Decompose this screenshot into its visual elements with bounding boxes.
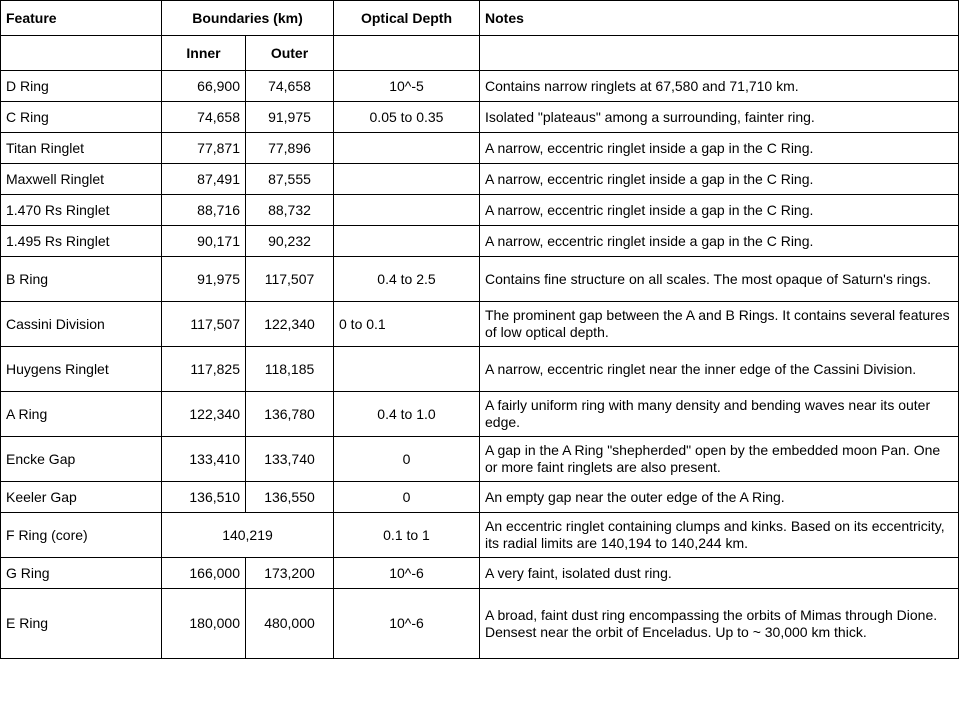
cell-inner: 87,491 bbox=[162, 164, 246, 195]
cell-notes: A narrow, eccentric ringlet inside a gap in the C Ring. bbox=[480, 226, 959, 257]
cell-optical-depth: 0.1 to 1 bbox=[334, 513, 480, 558]
table-row bbox=[1, 589, 959, 659]
cell-optical-depth: 10^-6 bbox=[334, 589, 480, 659]
cell-notes: An empty gap near the outer edge of the A Ring. bbox=[480, 482, 959, 513]
subheader-empty bbox=[1, 36, 162, 71]
cell-outer: 91,975 bbox=[246, 102, 334, 133]
cell-inner: 133,410 bbox=[162, 437, 246, 482]
cell-optical-depth: 0 to 0.1 bbox=[334, 302, 480, 347]
cell-feature: Encke Gap bbox=[1, 437, 162, 482]
cell-boundary: 140,219 bbox=[162, 513, 334, 558]
cell-optical-depth bbox=[334, 347, 480, 392]
cell-inner: 90,171 bbox=[162, 226, 246, 257]
header-row bbox=[1, 1, 959, 36]
cell-inner: 136,510 bbox=[162, 482, 246, 513]
cell-notes: The prominent gap between the A and B Rings. It contains several features of low optical depth. bbox=[480, 302, 959, 347]
cell-notes: A gap in the A Ring "shepherded" open by the embedded moon Pan. One or more faint ringlets are also present. bbox=[480, 437, 959, 482]
table-row bbox=[1, 102, 959, 133]
cell-feature: Keeler Gap bbox=[1, 482, 162, 513]
cell-inner: 77,871 bbox=[162, 133, 246, 164]
cell-inner: 66,900 bbox=[162, 71, 246, 102]
cell-notes: A narrow, eccentric ringlet inside a gap in the C Ring. bbox=[480, 195, 959, 226]
cell-optical-depth: 10^-6 bbox=[334, 558, 480, 589]
cell-inner: 117,825 bbox=[162, 347, 246, 392]
cell-outer: 74,658 bbox=[246, 71, 334, 102]
table-row bbox=[1, 347, 959, 392]
cell-feature: A Ring bbox=[1, 392, 162, 437]
cell-optical-depth bbox=[334, 164, 480, 195]
cell-optical-depth: 0.4 to 1.0 bbox=[334, 392, 480, 437]
table-row bbox=[1, 226, 959, 257]
subheader-empty bbox=[334, 36, 480, 71]
cell-feature: D Ring bbox=[1, 71, 162, 102]
cell-optical-depth bbox=[334, 133, 480, 164]
cell-notes: Contains fine structure on all scales. The most opaque of Saturn's rings. bbox=[480, 257, 959, 302]
cell-feature: E Ring bbox=[1, 589, 162, 659]
cell-notes: A broad, faint dust ring encompassing the orbits of Mimas through Dione. Densest near the orbit of Enceladus. Up to ~ 30,000 km thick. bbox=[480, 589, 959, 659]
cell-optical-depth: 0 bbox=[334, 482, 480, 513]
table-row bbox=[1, 195, 959, 226]
cell-outer: 117,507 bbox=[246, 257, 334, 302]
subheader-row bbox=[1, 36, 959, 71]
cell-outer: 480,000 bbox=[246, 589, 334, 659]
cell-optical-depth bbox=[334, 195, 480, 226]
cell-feature: 1.470 Rs Ringlet bbox=[1, 195, 162, 226]
header-feature: Feature bbox=[1, 1, 162, 36]
cell-feature: Maxwell Ringlet bbox=[1, 164, 162, 195]
cell-inner: 91,975 bbox=[162, 257, 246, 302]
table-row bbox=[1, 164, 959, 195]
cell-outer: 173,200 bbox=[246, 558, 334, 589]
cell-outer: 136,550 bbox=[246, 482, 334, 513]
cell-inner: 117,507 bbox=[162, 302, 246, 347]
cell-notes: A very faint, isolated dust ring. bbox=[480, 558, 959, 589]
header-outer: Outer bbox=[246, 36, 334, 71]
table-row bbox=[1, 71, 959, 102]
table-row bbox=[1, 437, 959, 482]
cell-optical-depth: 0.05 to 0.35 bbox=[334, 102, 480, 133]
cell-inner: 88,716 bbox=[162, 195, 246, 226]
cell-inner: 180,000 bbox=[162, 589, 246, 659]
cell-feature: F Ring (core) bbox=[1, 513, 162, 558]
table-row bbox=[1, 392, 959, 437]
cell-feature: C Ring bbox=[1, 102, 162, 133]
header-notes: Notes bbox=[480, 1, 959, 36]
cell-feature: B Ring bbox=[1, 257, 162, 302]
cell-inner: 74,658 bbox=[162, 102, 246, 133]
cell-optical-depth bbox=[334, 226, 480, 257]
cell-outer: 118,185 bbox=[246, 347, 334, 392]
table-row bbox=[1, 133, 959, 164]
cell-outer: 77,896 bbox=[246, 133, 334, 164]
header-optical-depth: Optical Depth bbox=[334, 1, 480, 36]
cell-outer: 88,732 bbox=[246, 195, 334, 226]
cell-notes: Contains narrow ringlets at 67,580 and 71,710 km. bbox=[480, 71, 959, 102]
cell-outer: 136,780 bbox=[246, 392, 334, 437]
cell-inner: 122,340 bbox=[162, 392, 246, 437]
table-row bbox=[1, 257, 959, 302]
cell-optical-depth: 10^-5 bbox=[334, 71, 480, 102]
header-boundaries: Boundaries (km) bbox=[162, 1, 334, 36]
cell-notes: A narrow, eccentric ringlet inside a gap in the C Ring. bbox=[480, 133, 959, 164]
table-row bbox=[1, 302, 959, 347]
cell-outer: 122,340 bbox=[246, 302, 334, 347]
cell-inner: 166,000 bbox=[162, 558, 246, 589]
cell-notes: An eccentric ringlet containing clumps and kinks. Based on its eccentricity, its radial limits are 140,194 to 140,244 km. bbox=[480, 513, 959, 558]
cell-feature: Titan Ringlet bbox=[1, 133, 162, 164]
cell-outer: 90,232 bbox=[246, 226, 334, 257]
cell-notes: A narrow, eccentric ringlet inside a gap in the C Ring. bbox=[480, 164, 959, 195]
cell-feature: 1.495 Rs Ringlet bbox=[1, 226, 162, 257]
cell-feature: Cassini Division bbox=[1, 302, 162, 347]
table-row bbox=[1, 558, 959, 589]
table-row bbox=[1, 482, 959, 513]
cell-feature: Huygens Ringlet bbox=[1, 347, 162, 392]
cell-feature: G Ring bbox=[1, 558, 162, 589]
subheader-empty bbox=[480, 36, 959, 71]
cell-optical-depth: 0.4 to 2.5 bbox=[334, 257, 480, 302]
cell-notes: A fairly uniform ring with many density and bending waves near its outer edge. bbox=[480, 392, 959, 437]
table-row bbox=[1, 513, 959, 558]
cell-outer: 133,740 bbox=[246, 437, 334, 482]
cell-notes: A narrow, eccentric ringlet near the inner edge of the Cassini Division. bbox=[480, 347, 959, 392]
cell-outer: 87,555 bbox=[246, 164, 334, 195]
header-inner: Inner bbox=[162, 36, 246, 71]
cell-notes: Isolated "plateaus" among a surrounding, fainter ring. bbox=[480, 102, 959, 133]
cell-optical-depth: 0 bbox=[334, 437, 480, 482]
